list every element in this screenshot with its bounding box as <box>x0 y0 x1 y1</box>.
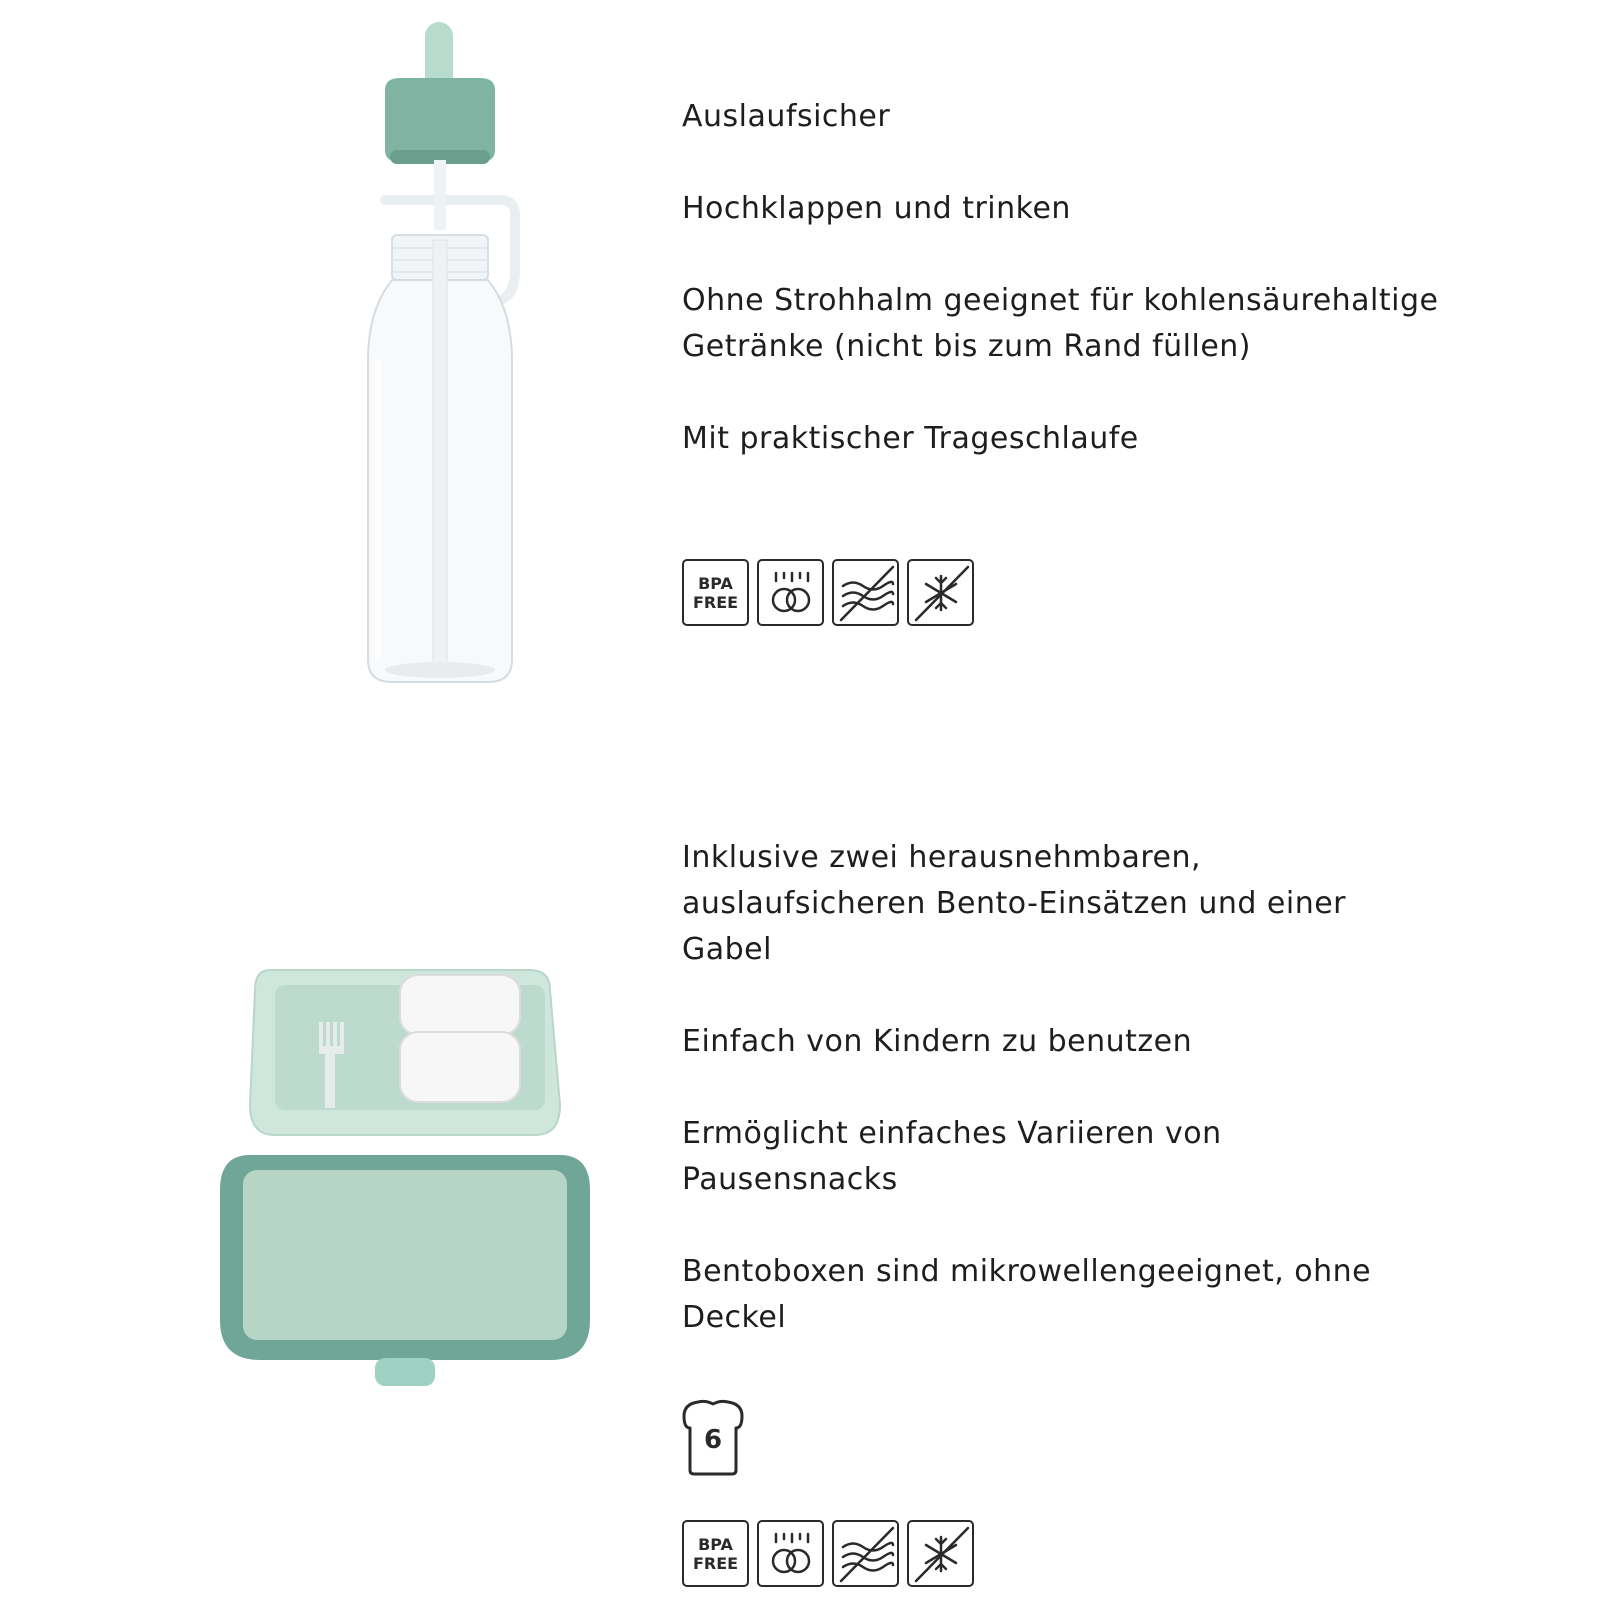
sandwich-badge-number: 6 <box>703 1425 723 1455</box>
bottle-feature-item: Mit praktischer Trageschlaufe <box>682 421 1139 456</box>
bento-section <box>0 790 1600 1600</box>
bottle-section <box>0 0 1600 760</box>
bpa-free-badge <box>682 559 749 626</box>
bottle-feature-item: Ohne Strohhalm geeignet für kohlensäurehaltige Getränke (nicht bis zum Rand füllen) <box>682 283 1439 364</box>
bottle-care-badges <box>682 559 974 626</box>
sandwich-slice-icon <box>682 1398 744 1476</box>
dishwasher-safe-icon <box>757 559 824 626</box>
no-freezer-icon <box>907 559 974 626</box>
bottle-feature-item: Hochklappen und trinken <box>682 191 1071 226</box>
bpa-free-label: BPA FREE <box>692 573 739 612</box>
bento-box-image <box>215 960 595 1400</box>
bento-feature-item: Bentoboxen sind mikrowellengeeignet, ohne Deckel <box>682 1254 1372 1335</box>
water-bottle-image <box>330 10 560 700</box>
no-hot-liquids-icon <box>832 1520 899 1587</box>
dishwasher-safe-icon <box>757 1520 824 1587</box>
bento-feature-item: Ermöglicht einfaches Variieren von Pausensnacks <box>682 1116 1222 1197</box>
no-hot-liquids-icon <box>832 559 899 626</box>
bento-care-badges <box>682 1520 974 1587</box>
bento-feature-item: Inklusive zwei herausnehmbaren, auslaufsicheren Bento-Einsätzen und einer Gabel <box>682 840 1347 967</box>
bpa-free-label: BPA FREE <box>692 1534 739 1573</box>
bento-feature-item: Einfach von Kindern zu benutzen <box>682 1024 1193 1059</box>
bento-feature-list <box>682 835 1442 1387</box>
no-freezer-icon <box>907 1520 974 1587</box>
bottle-feature-list <box>682 94 1442 508</box>
bpa-free-badge <box>682 1520 749 1587</box>
bottle-feature-item: Auslaufsicher <box>682 99 891 134</box>
